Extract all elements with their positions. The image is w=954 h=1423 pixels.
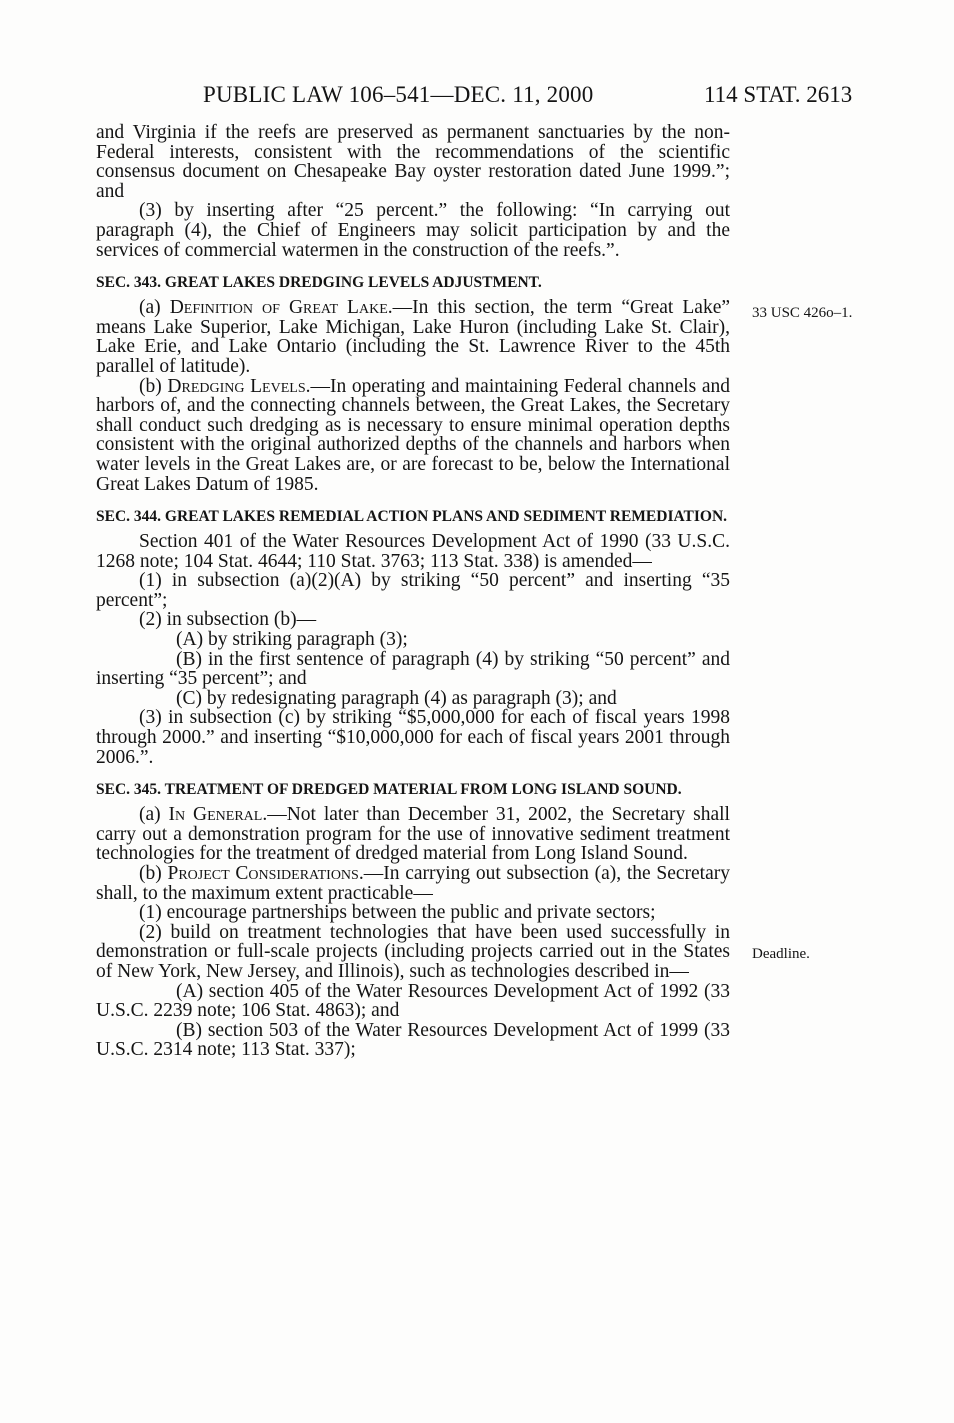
list-item: (2) in subsection (b)— [139, 609, 317, 631]
subsection-label: (b) [139, 863, 168, 884]
page-header [0, 82, 954, 112]
subsection-a [96, 298, 730, 376]
subsection-caption: Definition of Great Lake [169, 297, 388, 319]
list-item: (B) in the first sentence of paragraph (4) by striking “50 percent” and inserting “35 percent”; and [96, 648, 730, 690]
list-item: (A) section 405 of the Water Resources Development Act of 1992 (33 U.S.C. 2239 note; 106 Stat. 4863); and [96, 980, 730, 1022]
subsection-text: .—Not later than December 31, 2002, the Secretary shall carry out a demonstration program for the use of innovative sediment treatment technologies for the treatment of dredged material from Long Island Sound. [96, 804, 730, 865]
subsection-label: (b) [139, 375, 168, 397]
list-item: (2) build on treatment technologies that have been used successfully in demonstration or full-scale projects (including projects carried out in the States of New York, New Jersey, and Illinois), such as technologies described in— [96, 921, 730, 982]
subsection-b [96, 377, 730, 495]
subsection-caption: Dredging Levels [167, 375, 306, 397]
subsection-b [96, 864, 730, 903]
subsection-caption: Project Considerations [167, 863, 359, 884]
subsection-label: (a) [139, 297, 170, 319]
margin-deadline: Deadline. [752, 946, 810, 962]
document-body [96, 123, 730, 1060]
list-item: (C) by redesignating paragraph (4) as paragraph (3); and [176, 687, 617, 709]
section-heading [96, 507, 730, 526]
subsection-text: .—In operating and maintaining Federal channels and harbors of, and the connecting channels between, the Great Lakes, the Secretary shall conduct such dredging as is necessary to ensure minimal operation depths consistent with the original authorized depths of the channels and harbors when water levels in the Great Lakes are, or are forecast to be, below the International Great Lakes Datum of 1985. [96, 375, 730, 495]
list-item: (1) in subsection (a)(2)(A) by striking “50 percent” and inserting “35 percent”; [96, 570, 730, 611]
section-heading [96, 780, 730, 799]
margin-citation: 33 USC 426o–1. [752, 305, 853, 321]
section-heading [96, 273, 730, 292]
subsection-text: .—In carrying out subsection (a), the Secretary shall, to the maximum extent practicable— [96, 863, 730, 904]
subsection-text: .—In this section, the term “Great Lake” means Lake Superior, Lake Michigan, Lake Huron (including Lake St. Clair), Lake Erie, and Lake Ontario (including the St. Lawrence River to the 45th parallel of latitude). [96, 297, 731, 377]
continuation-paragraph: (3) by inserting after “25 percent.” the following: “In carrying out paragraph (4), the Chief of Engineers may solicit participation by and the services of commercial watermen in the construction of the reefs.”. [96, 200, 730, 261]
list-item: (3) in subsection (c) by striking “$5,000,000 for each of fiscal years 1998 through 2000.” and inserting “$10,000,000 for each of fiscal years 2001 through 2006.”. [96, 707, 730, 768]
page-number: 114 STAT. 2613 [704, 82, 853, 107]
section-344-heading: SEC. 344. GREAT LAKES REMEDIAL ACTION PLANS AND SEDIMENT REMEDIATION. [96, 508, 728, 526]
section-intro: Section 401 of the Water Resources Development Act of 1990 (33 U.S.C. 1268 note; 104 Stat. 4644; 110 Stat. 3763; 113 Stat. 338) is amended— [96, 531, 730, 572]
list-item: (1) encourage partnerships between the public and private sectors; [139, 902, 656, 924]
section-345-heading: SEC. 345. TREATMENT OF DREDGED MATERIAL FROM LONG ISLAND SOUND. [96, 781, 682, 799]
list-item: (B) section 503 of the Water Resources Development Act of 1999 (33 U.S.C. 2314 note; 113 Stat. 337); [96, 1019, 730, 1061]
subsection-caption: In General [168, 804, 263, 826]
subsection-a [96, 805, 730, 864]
continuation-paragraph: and Virginia if the reefs are preserved as permanent sanctuaries by the non-Federal interests, consistent with the recommendations of the scientific consensus document on Chesapeake Bay oyster restoration dated June 1999.”; and [96, 122, 730, 202]
section-343-heading: SEC. 343. GREAT LAKES DREDGING LEVELS ADJUSTMENT. [96, 274, 542, 292]
subsection-label: (a) [139, 804, 169, 826]
list-item: (A) by striking paragraph (3); [176, 629, 408, 651]
running-title: PUBLIC LAW 106–541—DEC. 11, 2000 [203, 82, 594, 107]
